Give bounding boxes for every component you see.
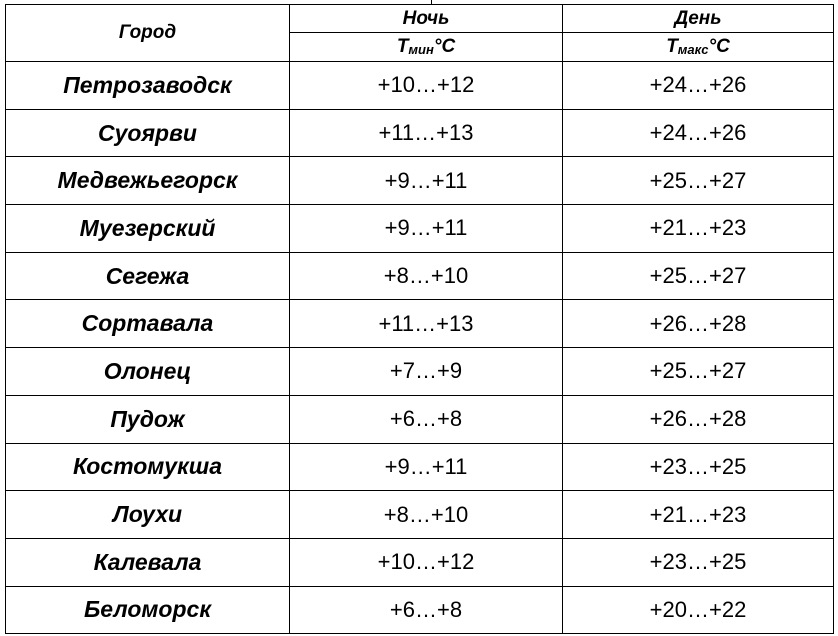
night-temp: +9…+11 xyxy=(290,443,563,491)
table-row xyxy=(6,300,834,348)
night-temp: +11…+13 xyxy=(290,109,563,157)
city-name: Лоухи xyxy=(6,491,290,539)
night-temp: +6…+8 xyxy=(290,586,563,634)
table-row xyxy=(6,109,834,157)
header-night: Ночь xyxy=(290,5,563,33)
header-night-min-temp xyxy=(290,33,563,62)
night-temp: +8…+10 xyxy=(290,491,563,539)
header-day-max-temp xyxy=(563,33,834,62)
night-temp: +7…+9 xyxy=(290,348,563,396)
table-row xyxy=(6,538,834,586)
day-temp: +25…+27 xyxy=(563,348,834,396)
city-name: Сортавала xyxy=(6,300,290,348)
table-row xyxy=(6,395,834,443)
night-temp: +9…+11 xyxy=(290,205,563,253)
table-row xyxy=(6,443,834,491)
day-temp: +26…+28 xyxy=(563,395,834,443)
city-name: Суоярви xyxy=(6,109,290,157)
day-sub-main: T xyxy=(666,36,678,57)
city-name: Пудож xyxy=(6,395,290,443)
day-temp: +20…+22 xyxy=(563,586,834,634)
city-name: Петрозаводск xyxy=(6,62,290,110)
night-sub-index: мин xyxy=(408,42,434,57)
header-row-top xyxy=(6,5,834,33)
table-row xyxy=(6,157,834,205)
night-temp: +6…+8 xyxy=(290,395,563,443)
city-name: Беломорск xyxy=(6,586,290,634)
day-temp: +25…+27 xyxy=(563,252,834,300)
day-temp: +24…+26 xyxy=(563,62,834,110)
city-name: Олонец xyxy=(6,348,290,396)
table-row xyxy=(6,205,834,253)
day-temp: +26…+28 xyxy=(563,300,834,348)
day-temp: +23…+25 xyxy=(563,443,834,491)
day-sub-index: макс xyxy=(677,42,709,57)
table-row xyxy=(6,252,834,300)
table-row xyxy=(6,62,834,110)
header-city: Город xyxy=(6,5,290,62)
table-row xyxy=(6,348,834,396)
day-temp: +23…+25 xyxy=(563,538,834,586)
table-row xyxy=(6,491,834,539)
table-body xyxy=(6,62,834,634)
city-name: Медвежьегорск xyxy=(6,157,290,205)
night-temp: +10…+12 xyxy=(290,62,563,110)
day-temp: +21…+23 xyxy=(563,205,834,253)
night-sub-unit: °C xyxy=(433,36,456,57)
day-sub-unit: °C xyxy=(708,36,730,57)
table-header xyxy=(6,5,834,62)
city-name: Муезерский xyxy=(6,205,290,253)
night-temp: +10…+12 xyxy=(290,538,563,586)
city-name: Сегежа xyxy=(6,252,290,300)
city-name: Костомукша xyxy=(6,443,290,491)
city-name: Калевала xyxy=(6,538,290,586)
day-temp: +25…+27 xyxy=(563,157,834,205)
day-temp: +24…+26 xyxy=(563,109,834,157)
header-day: День xyxy=(563,5,834,33)
day-temp: +21…+23 xyxy=(563,491,834,539)
night-temp: +8…+10 xyxy=(290,252,563,300)
night-temp: +11…+13 xyxy=(290,300,563,348)
night-temp: +9…+11 xyxy=(290,157,563,205)
night-sub-main: T xyxy=(396,36,409,57)
temperature-forecast-table xyxy=(5,4,834,634)
table-row xyxy=(6,586,834,634)
